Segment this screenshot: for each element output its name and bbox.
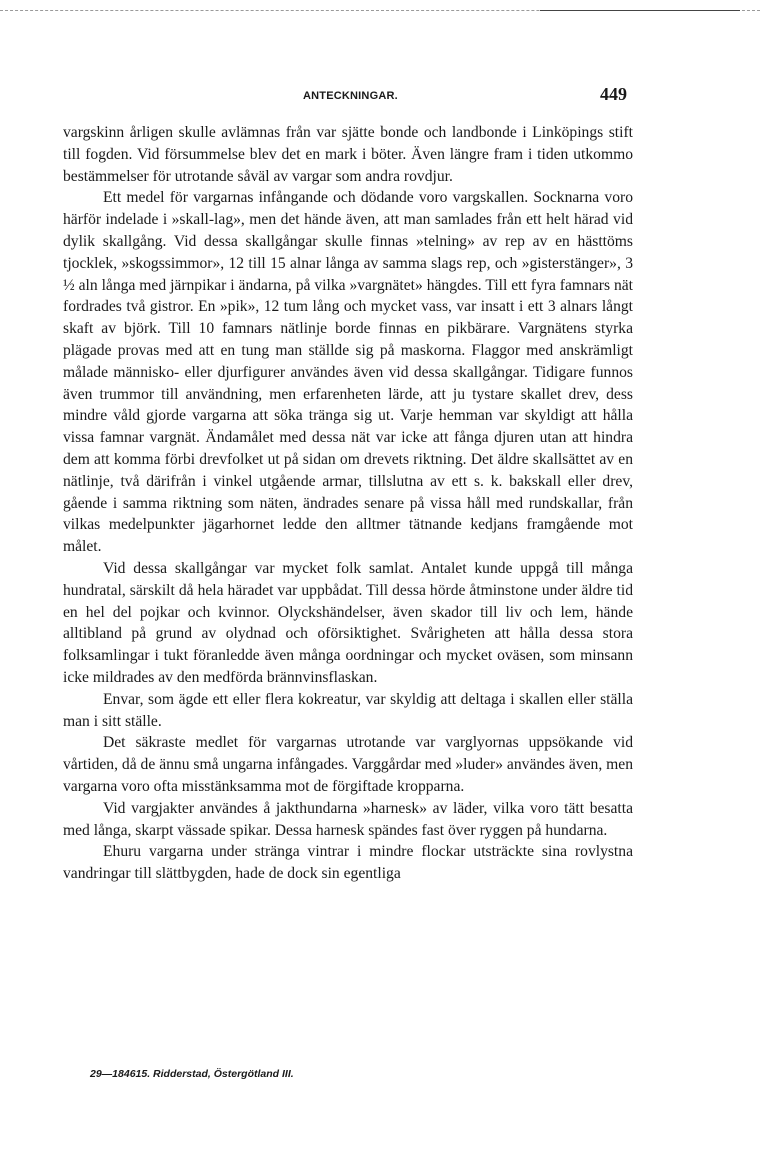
page-body	[63, 122, 633, 885]
top-edge-rule-solid	[540, 10, 740, 12]
paragraph: Vid dessa skallgångar var mycket folk samlat. Antalet kunde uppgå till många hundratal, särskilt då hela häradet var uppbådat. Till dessa hörde åtminstone under äldre tid en hel del pojkar och kvinnor. Olyckshändelser, även skador till liv och lem, hände alltibland på grund av olydnad och oförsiktighet. Svårigheten att hålla dessa stora folksamlingar i tukt föranledde även många oordningar och mycket oväsen, som minsann icke mildrades av den medförda brännvinsflaskan.	[63, 559, 633, 686]
paragraph: Ett medel för vargarnas infångande och dödande voro vargskallen. Socknarna voro härför indelade i »skall-lag», men det hände även, att man samlades från ett helt härad vid dylik skallgång. Vid dessa skallgångar skulle finnas »telning» av rep av en hästtöms tjocklek, »skogssimmor», 12 till 15 alnar långa av samma slags rep, och »gisterstänger», 3 ½ aln långa med järnpikar i ändarna, på vilka »vargnätet» hängdes. Till ett fyra famnars nät fordrades två gistror. En »pik», 12 tum lång och mycket vass, var insatt i ett 3 alnars långt skaft av björk. Till 10 famnars nätlinje borde finnas en pikbärare. Vargnätens styrka plägade provas med att en tung man ställde sig på maskorna. Flaggor med anskrämligt målade människo- eller djurfigurer användes även vid dessa skallgångar. Tidigare funnos även trummor till användning, men erfarenheten lärde, att ju tystare skallet drev, dess mindre våld gjorde vargarna att söka tränga sig ut. Varje hemman var skyldigt att hålla vissa famnar vargnät. Ändamålet med dessa nät var icke att fånga djuren utan att hindra dem att komma förbi drevfolket ut på sidan om drevets riktning. Det äldre skallsättet av en nätlinje, två därifrån i vinkel utgående armar, tillslutna av ett s. k. bakskall eller drev, gående i samma riktning som näten, ändrades senare på vissa håll med rundskallar, från vilkas medelpunkter jägarhornet ledde den alltmer tätnande kedjans framgående mot målet.	[63, 189, 633, 556]
paragraph: Det säkraste medlet för vargarnas utrotande var varglyornas uppsökande vid vårtiden, då de ännu små ungarna infångades. Varggårdar med »luder» användes även, men vargarna voro ofta misstänksamma mot de förgiftade kropparna.	[63, 734, 633, 795]
paragraph-continued: vargskinn årligen skulle avlämnas från var sjätte bonde och landbonde i Linköpings stift till fogden. Vid försummelse blev det en mark i böter. Även längre fram i tiden utkommo bestämmelser för utrotande såväl av vargar som andra rovdjur.	[63, 124, 633, 185]
running-head: ANTECKNINGAR.	[303, 90, 398, 102]
page-number: 449	[600, 84, 627, 104]
paragraph: Vid vargjakter användes å jakthundarna »harnesk» av läder, vilka voro tätt besatta med långa, skarpt vässade spikar. Dessa harnesk spändes fast över ryggen på hundarna.	[63, 799, 633, 839]
page-header	[63, 80, 633, 108]
book-page	[63, 80, 633, 885]
paragraph: Ehuru vargarna under stränga vintrar i mindre flockar utsträckte sina rovlystna vandringar till slättbygden, hade de dock sin egentliga	[63, 843, 633, 883]
paragraph: Envar, som ägde ett eller flera kokreatur, var skyldig att deltaga i skallen eller ställa man i sitt ställe.	[63, 690, 633, 730]
printer-signature: 29—184615. Ridderstad, Östergötland III.	[90, 1068, 294, 1080]
